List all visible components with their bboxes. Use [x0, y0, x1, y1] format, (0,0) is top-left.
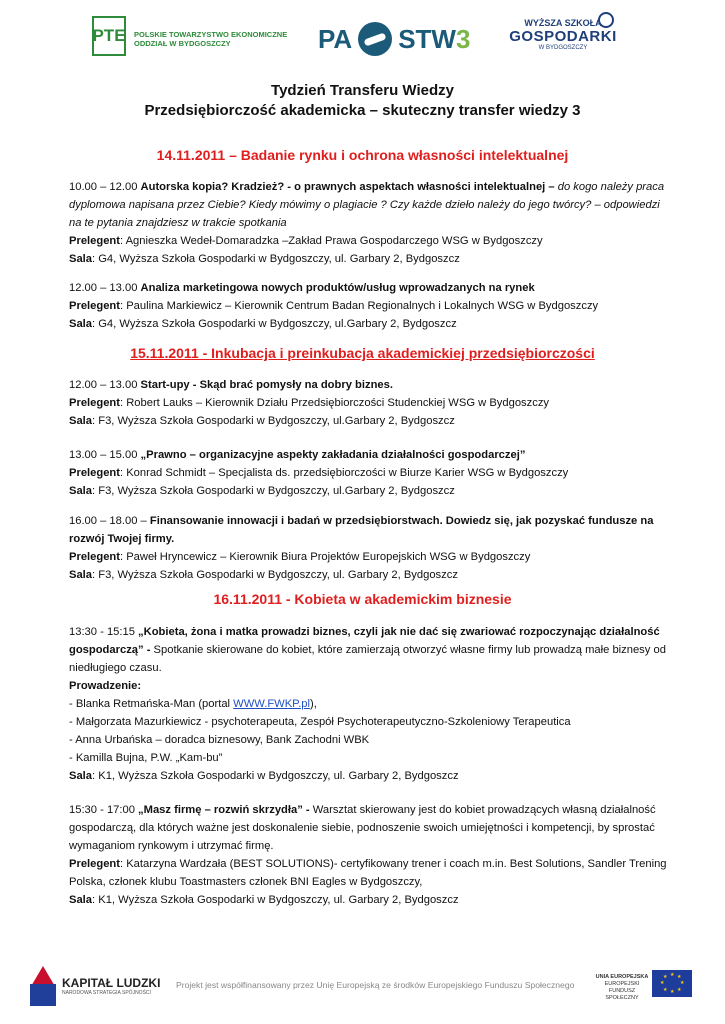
session-description: 10.00 – 12.00 Autorska kopia? Kradzież? - o prawnych aspektach własności intelektualnej – do kogo należy praca dyplomowa napisana przez Ciebie? Kiedy mówimy o plagiacie ? Czy każde dzieło należy do jego twórcy? – odpowiedzi na te pytania znajdziesz w trakcie spotkania: [69, 181, 665, 229]
session-room: Sala: F3, Wyższa Szkoła Gospodarki w Bydgoszczy, ul.Garbary 2, Bydgoszcz: [69, 485, 455, 497]
host-item: - Anna Urbańska – doradca biznesowy, Bank Zachodni WBK: [69, 734, 370, 746]
day-heading-1: 14.11.2011 – Badanie rynku i ochrona własności intelektualnej: [156, 147, 569, 163]
session-room: Sala: K1, Wyższa Szkoła Gospodarki w Bydgoszczy, ul. Garbary 2, Bydgoszcz: [69, 894, 459, 906]
session-description: 16.00 – 18.00 – Finansowanie innowacji i badań w przedsiębiorstwach. Dowiedz się, jak pozyskać fundusze na rozwój Twojej firmy.: [69, 515, 654, 545]
session-speaker: Prelegent: Paulina Markiewicz – Kierownik Centrum Badan Regionalnych i Lokalnych WSG w Bydgoszczy: [69, 300, 599, 312]
host-item: - Blanka Retmańska-Man (portal WWW.FWKP.pl),: [69, 698, 317, 710]
session-speaker: Prelegent: Agnieszka Wedeł-Domaradzka –Zakład Prawa Gospodarczego WSG w Bydgoszczy: [69, 235, 543, 247]
session-speaker: Prelegent: Katarzyna Wardzała (BEST SOLUTIONS)- certyfikowany trener i coach m.in. Best Solutions, Sandler Trening Polska, członek klubu Toastmasters członek BNI Eagles w Bydgoszczy,: [69, 858, 667, 888]
host-item: - Małgorzata Mazurkiewicz - psychoterapeuta, Zespół Psychoterapeutyczno-Szkoleniowy Terapeutica: [69, 716, 571, 728]
pte-logo-mark: PTE: [92, 16, 126, 56]
pastw-stw-text: STW3: [398, 23, 471, 54]
session-description: 12.00 – 13.00 Start-upy - Skąd brać pomysły na dobry biznes.: [69, 379, 393, 391]
session-description: 13.00 – 15.00 „Prawno – organizacyjne aspekty zakładania działalności gospodarczej”: [69, 449, 526, 461]
session-speaker: Prelegent: Konrad Schmidt – Specjalista ds. przedsiębiorczości w Biurze Karier WSG w Bydgoszczy: [69, 467, 569, 479]
session-2-3: [69, 512, 669, 584]
day-heading-2: 15.11.2011 - Inkubacja i preinkubacja akademickiej przedsiębiorczości: [130, 345, 595, 361]
session-description: 12.00 – 13.00 Analiza marketingowa nowych produktów/usług wprowadzanych na rynek: [69, 282, 535, 294]
session-1-2: [69, 279, 669, 333]
pte-logo-text: POLSKIE TOWARZYSTWO EKONOMICZNE ODDZIAŁ W BYDGOSZCZY: [134, 30, 288, 48]
wsg-ball-icon: [598, 12, 614, 28]
session-room: Sala: F3, Wyższa Szkoła Gospodarki w Bydgoszczy, ul. Garbary 2, Bydgoszcz: [69, 569, 458, 581]
pte-logo: [92, 16, 288, 56]
session-room: Sala: G4, Wyższa Szkoła Gospodarki w Bydgoszczy, ul. Garbary 2, Bydgoszcz: [69, 253, 460, 265]
header: [0, 10, 725, 70]
session-speaker: Prelegent: Robert Lauks – Kierownik Działu Przedsiębiorczości Studenckiej WSG w Bydgoszczy: [69, 397, 550, 409]
session-room: Sala: G4, Wyższa Szkoła Gospodarki w Bydgoszczy, ul.Garbary 2, Bydgoszcz: [69, 318, 457, 330]
host-item: - Kamilla Bujna, P.W. „Kam-bu”: [69, 752, 223, 764]
session-1-1: [69, 178, 669, 268]
project-funding-note: Projekt jest współfinansowany przez Unię Europejską ze środków Europejskiego Funduszu Społecznego: [176, 980, 575, 990]
session-3-2: [69, 801, 669, 909]
session-2-1: [69, 376, 669, 430]
pastw3-logo: [318, 22, 470, 56]
page-title: Tydzień Transferu Wiedzy: [271, 82, 454, 99]
kapital-ludzki-mark-icon: [30, 966, 56, 1006]
session-room: Sala: F3, Wyższa Szkoła Gospodarki w Bydgoszczy, ul.Garbary 2, Bydgoszcz: [69, 415, 455, 427]
session-speaker: Prelegent: Paweł Hryncewicz – Kierownik Biura Projektów Europejskich WSG w Bydgoszczy: [69, 551, 531, 563]
pastw-circle-icon: [358, 22, 392, 56]
ue-efs-text: UNIA EUROPEJSKA EUROPEJSKI FUNDUSZ SPOŁECZNY: [595, 974, 649, 1001]
fwkp-link[interactable]: WWW.FWKP.pl: [233, 698, 311, 710]
eu-flag-icon: ★ ★ ★ ★ ★ ★ ★ ★: [652, 970, 692, 997]
session-2-2: [69, 446, 669, 500]
footer: [0, 960, 725, 1020]
pastw-pa-text: PA: [318, 23, 353, 54]
session-description: 13:30 - 15:15 „Kobieta, żona i matka prowadzi biznes, czyli jak nie dać się zwariować rozpoczynając działalność gospodarczą” - Spotkanie skierowane do kobiet, które zamierzają otworzyć własne firmy lub prowadzą małe biznesy od niedługiego czasu.: [69, 626, 666, 674]
page-subtitle: Przedsiębiorczość akademicka – skuteczny transfer wiedzy 3: [144, 102, 581, 119]
hosts-label: Prowadzenie:: [69, 680, 142, 692]
day-heading-3: 16.11.2011 - Kobieta w akademickim biznesie: [213, 591, 512, 607]
kapital-ludzki-logo: KAPITAŁ LUDZKI NARODOWA STRATEGIA SPÓJNOŚCI: [30, 966, 160, 1006]
session-description: 15:30 - 17:00 „Masz firmę – rozwiń skrzydła” - Warsztat skierowany jest do kobiet prowadzących własną działalność gospodarczą, dla których ważne jest doskonalenie siebie, podnoszenie swoich umiejętności i kompetencji, by sprostać wymaganiom rynkowym i utrzymać firmę.: [69, 804, 656, 852]
wsg-logo: WYŻSZA SZKOŁA GOSPODARKI W BYDGOSZCZY: [508, 18, 618, 51]
session-3-1: [69, 623, 669, 785]
session-room: Sala: K1, Wyższa Szkoła Gospodarki w Bydgoszczy, ul. Garbary 2, Bydgoszcz: [69, 770, 459, 782]
